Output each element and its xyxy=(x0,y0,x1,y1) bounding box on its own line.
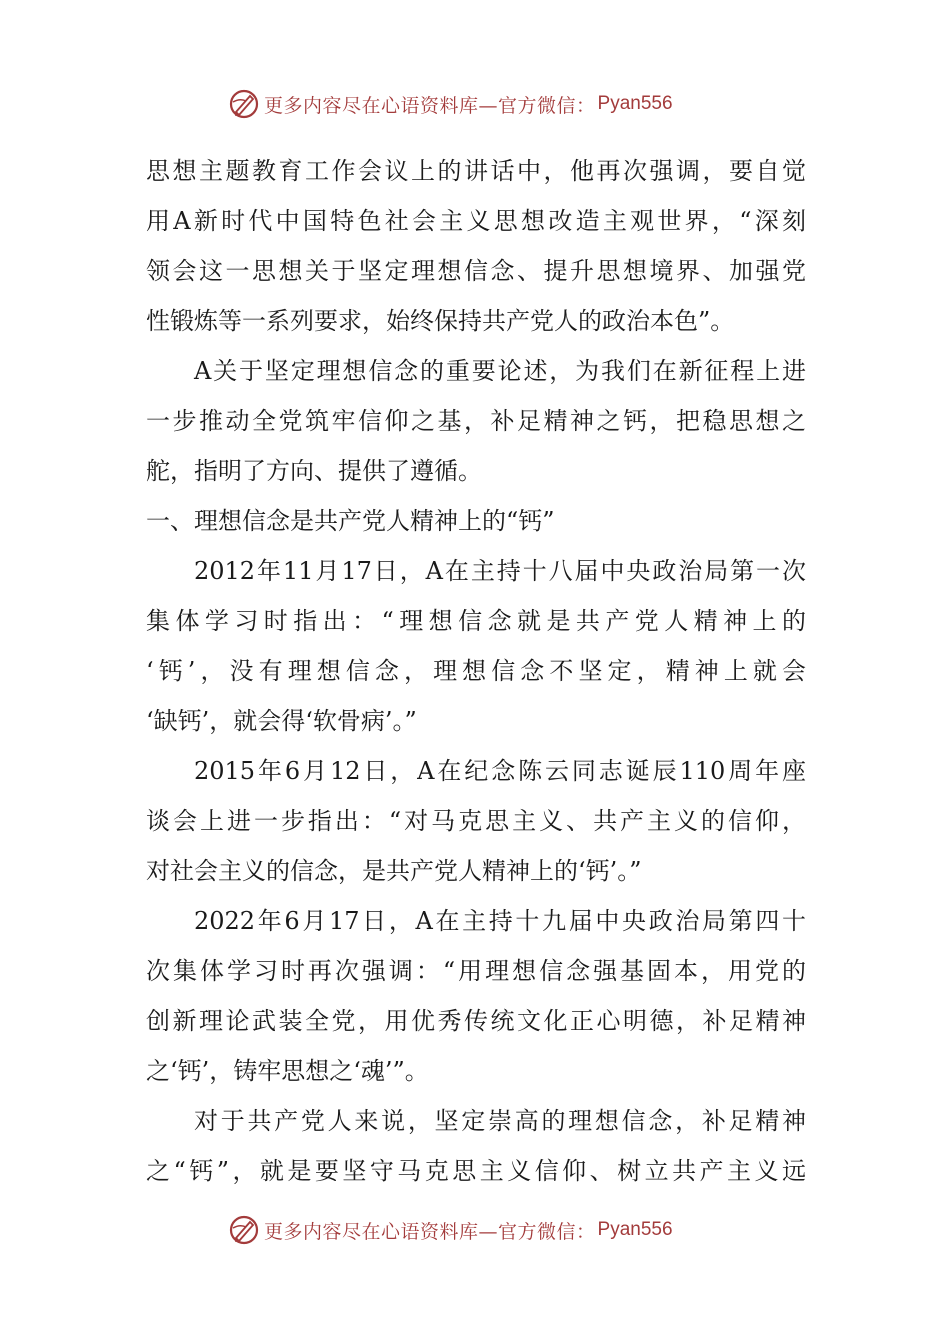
text-line: A关于坚定理想信念的重要论述，为我们在新征程上进 xyxy=(194,357,806,385)
text-line: 之‘钙’，铸牢思想之‘魂’”。 xyxy=(146,1057,429,1085)
watermark-wechat-id: Pyan556 xyxy=(597,93,673,114)
text-line: 性锻炼等一系列要求，始终保持共产党人的政治本色”。 xyxy=(146,307,735,335)
text-line: 谈会上进一步指出：“对马克思主义、共产主义的信仰， xyxy=(146,807,806,835)
text-line: 2012年11月17日，A在主持十八届中央政治局第一次 xyxy=(194,557,806,585)
text-line: 对社会主义的信念，是共产党人精神上的‘钙’。” xyxy=(146,857,642,885)
text-line: 次集体学习时再次强调：“用理想信念强基固本，用党的 xyxy=(146,957,806,985)
pen-logo-icon xyxy=(228,1214,260,1246)
text-line: 对于共产党人来说，坚定崇高的理想信念，补足精神 xyxy=(194,1107,806,1135)
header-watermark xyxy=(228,86,673,122)
text-line: 用A新时代中国特色社会主义思想改造主观世界，“深刻 xyxy=(146,207,806,235)
text-line: 舵，指明了方向、提供了遵循。 xyxy=(146,457,482,485)
pen-logo-icon xyxy=(228,88,260,120)
watermark-text: 更多内容尽在心语资料库—官方微信： xyxy=(264,1220,596,1243)
text-line: 之“钙”，就是要坚守马克思主义信仰、树立共产主义远 xyxy=(146,1157,806,1185)
footer-watermark xyxy=(228,1212,673,1248)
text-line: ‘钙’，没有理想信念，理想信念不坚定，精神上就会 xyxy=(146,657,806,685)
text-line: 集体学习时指出：“理想信念就是共产党人精神上的 xyxy=(146,607,806,635)
section-heading: 一、理想信念是共产党人精神上的“钙” xyxy=(146,507,555,535)
watermark-text: 更多内容尽在心语资料库—官方微信： xyxy=(264,94,596,117)
document-body xyxy=(146,146,806,1196)
text-line: 创新理论武装全党，用优秀传统文化正心明德，补足精神 xyxy=(146,1007,806,1035)
text-line: ‘缺钙’，就会得‘软骨病’。” xyxy=(146,707,417,735)
text-line: 一步推动全党筑牢信仰之基，补足精神之钙，把稳思想之 xyxy=(146,407,806,435)
text-line: 2022年6月17日，A在主持十九届中央政治局第四十 xyxy=(194,907,806,935)
text-line: 2015年6月12日，A在纪念陈云同志诞辰110周年座 xyxy=(194,757,806,785)
watermark-wechat-id: Pyan556 xyxy=(597,1219,673,1240)
text-line: 思想主题教育工作会议上的讲话中，他再次强调，要自觉 xyxy=(146,157,806,185)
text-line: 领会这一思想关于坚定理想信念、提升思想境界、加强党 xyxy=(146,257,806,285)
